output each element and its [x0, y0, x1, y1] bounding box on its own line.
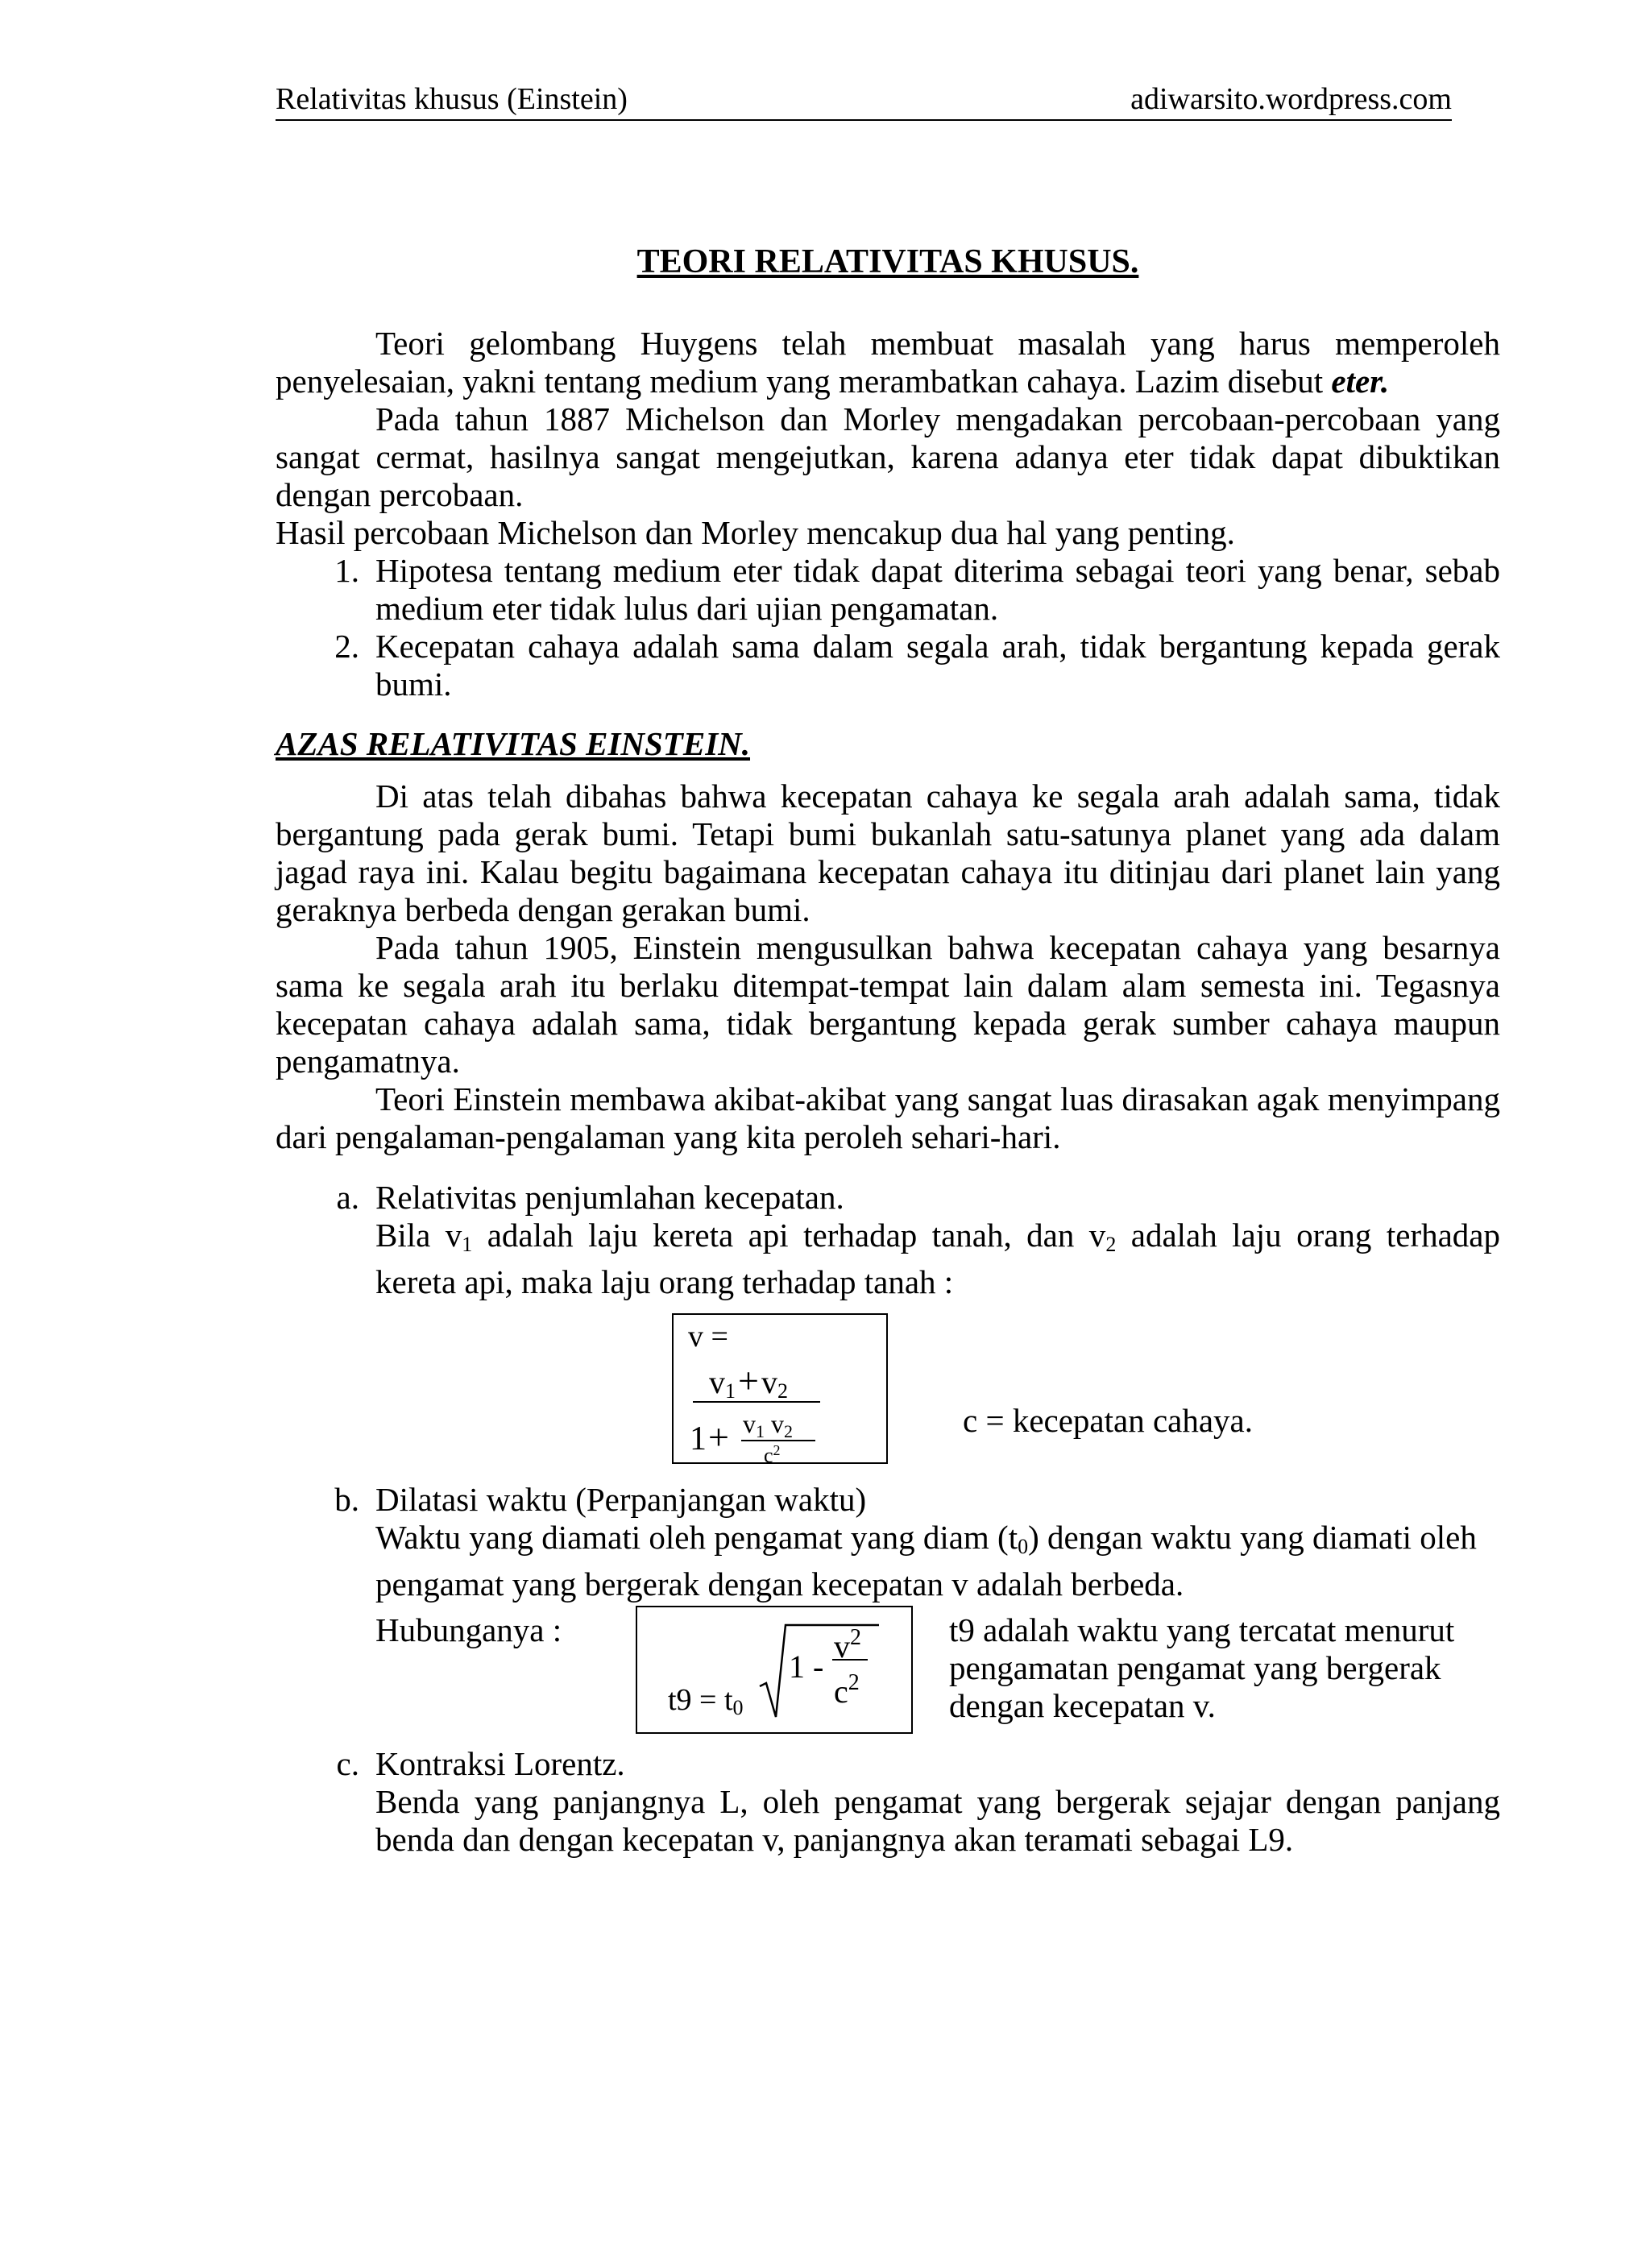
item-b-desc-part: Waktu yang diamati oleh pengamat yang diam (t	[375, 1519, 1018, 1556]
time-dilation-formula-box	[636, 1606, 913, 1734]
item-a-desc-sub: 1	[462, 1233, 473, 1256]
formula-lhs: v =	[688, 1320, 728, 1354]
item-b-desc-part: ) dengan waktu yang diamati oleh pengamat yang bergerak dengan kecepatan v adalah berbeda.	[375, 1519, 1477, 1603]
intro-paragraph-1	[276, 325, 1500, 400]
eter-emphasis: eter.	[1331, 363, 1390, 400]
one-minus: 1 -	[789, 1648, 824, 1685]
formula-inner-denominator	[764, 1440, 781, 1462]
formula-denominator-one	[690, 1418, 729, 1458]
item-c-row	[276, 1745, 1500, 1859]
item-b-description	[375, 1519, 1477, 1603]
light-speed-symbol: c	[834, 1673, 848, 1710]
page-header	[276, 81, 1452, 121]
time-dilation-note: t9 adalah waktu yang tercatat menurut pengamatan pengamat yang bergerak dengan kecepatan v.	[949, 1611, 1455, 1724]
item-a-desc-part: Bila v	[375, 1217, 462, 1254]
fraction-bar	[693, 1401, 820, 1403]
header-right-site: adiwarsito.wordpress.com	[1130, 82, 1452, 116]
document-title: TEORI RELATIVITAS KHUSUS.	[636, 243, 1139, 280]
fraction-var: v	[743, 1409, 756, 1438]
item-a-title: Relativitas penjumlahan kecepatan.	[375, 1179, 844, 1216]
list-item	[276, 552, 1500, 628]
fraction-var: v	[765, 1409, 784, 1438]
item-c	[276, 1745, 1500, 1859]
item-c-body	[375, 1745, 1500, 1859]
section-heading: AZAS RELATIVITAS EINSTEIN.	[276, 725, 751, 762]
item-b-row	[276, 1481, 1500, 1603]
exponent: 2	[773, 1442, 781, 1458]
exponent: 2	[848, 1670, 860, 1695]
section-paragraph-1: Di atas telah dibahas bahwa kecepatan cahaya ke segala arah adalah sama, tidak bergantung pada gerak bumi. Tetapi bumi bukanlah satu-satunya planet yang ada dalam jagad raya ini. Kalau begitu bagaimana kecepatan cahaya itu ditinjau dari planet lain yang geraknya berbeda dengan gerakan bumi.	[276, 777, 1500, 928]
item-a	[276, 1179, 1500, 1301]
item-a-letter: a.	[336, 1179, 359, 1216]
item-a-row	[276, 1179, 1500, 1301]
item-b-title: Dilatasi waktu (Perpanjangan waktu)	[375, 1481, 867, 1518]
item-a-body	[375, 1179, 1500, 1301]
fraction-sub: 2	[777, 1379, 788, 1403]
one: 1	[690, 1420, 707, 1457]
intro-paragraph-1-text: Teori gelombang Huygens telah membuat masalah yang harus memperoleh penyelesaian, yakni tentang medium yang merambatkan cahaya. Lazim disebut	[276, 325, 1500, 400]
fraction-var: v	[761, 1364, 777, 1400]
header-left-title: Relativitas khusus (Einstein)	[276, 82, 628, 116]
formula-numerator	[709, 1362, 788, 1410]
einstein-section	[276, 777, 1500, 1156]
plus-sign: +	[708, 1416, 729, 1457]
fraction-bar	[832, 1659, 868, 1661]
formula-lhs	[668, 1681, 744, 1727]
item-b-body	[375, 1481, 1500, 1603]
item-a-desc-part: adalah laju kereta api terhadap tanah, dan v	[472, 1217, 1106, 1254]
item-b-desc-sub: 0	[1018, 1535, 1029, 1558]
item-c-description: Benda yang panjangnya L, oleh pengamat yang bergerak sejajar dengan panjang benda dan dengan kecepatan v, panjangnya akan teramati sebagai L9.	[375, 1783, 1500, 1858]
item-b-letter: b.	[334, 1481, 359, 1518]
item-c-letter: c.	[336, 1745, 359, 1782]
item-b	[276, 1481, 1500, 1603]
fraction-denominator	[834, 1667, 860, 1708]
item-a-description	[375, 1217, 1500, 1300]
item-a-desc-part: adalah laju orang terhadap kereta api, maka laju orang terhadap tanah :	[375, 1217, 1501, 1300]
velocity-formula-note: c = kecepatan cahaya.	[963, 1402, 1253, 1439]
item-c-title: Kontraksi Lorentz.	[375, 1745, 625, 1782]
item-a-desc-sub: 2	[1105, 1233, 1117, 1256]
section-paragraph-3: Teori Einstein membawa akibat-akibat yang sangat luas dirasakan agak menyimpang dari pengalaman-pengalaman yang kita peroleh sehari-hari.	[276, 1080, 1500, 1155]
intro-paragraph-3: Hasil percobaan Michelson dan Morley mencakup dua hal yang penting.	[276, 514, 1235, 551]
section-paragraph-2: Pada tahun 1905, Einstein mengusulkan bahwa kecepatan cahaya yang besarnya sama ke segala arah itu berlaku ditempat-tempat lain dalam alam semesta ini. Tegasnya kecepatan cahaya adalah sama, tidak bergantung kepada gerak sumber cahaya maupun pengamatnya.	[276, 929, 1500, 1080]
list-item-text: Hipotesa tentang medium eter tidak dapat diterima sebagai teori yang benar, sebab medium eter tidak lulus dari ujian pengamatan.	[375, 552, 1500, 627]
intro-section	[276, 325, 1500, 703]
fraction-var: v	[709, 1364, 725, 1400]
list-item-number: 1.	[334, 552, 359, 589]
velocity-symbol: v	[834, 1628, 850, 1665]
list-item-text: Kecepatan cahaya adalah sama dalam segala arah, tidak bergantung kepada gerak bumi.	[375, 628, 1500, 703]
fraction-sub: 2	[784, 1421, 793, 1441]
relation-label: Hubunganya :	[375, 1611, 562, 1648]
fraction-sub: 1	[725, 1379, 736, 1403]
list-item-number: 2.	[334, 628, 359, 665]
velocity-formula-box	[672, 1313, 888, 1464]
list-item	[276, 628, 1500, 703]
formula-lhs-sub: 0	[732, 1696, 744, 1719]
exponent: 2	[850, 1625, 861, 1650]
intro-paragraph-2: Pada tahun 1887 Michelson dan Morley mengadakan percobaan-percobaan yang sangat cermat, hasilnya sangat mengejutkan, karena adanya eter tidak dapat dibuktikan dengan percobaan.	[276, 400, 1500, 513]
light-speed-symbol: c	[764, 1444, 773, 1462]
plus-sign: +	[738, 1360, 759, 1401]
fraction-numerator	[834, 1622, 861, 1663]
formula-lhs-text: t9 = t	[668, 1683, 733, 1717]
fraction-sub: 1	[756, 1421, 765, 1441]
